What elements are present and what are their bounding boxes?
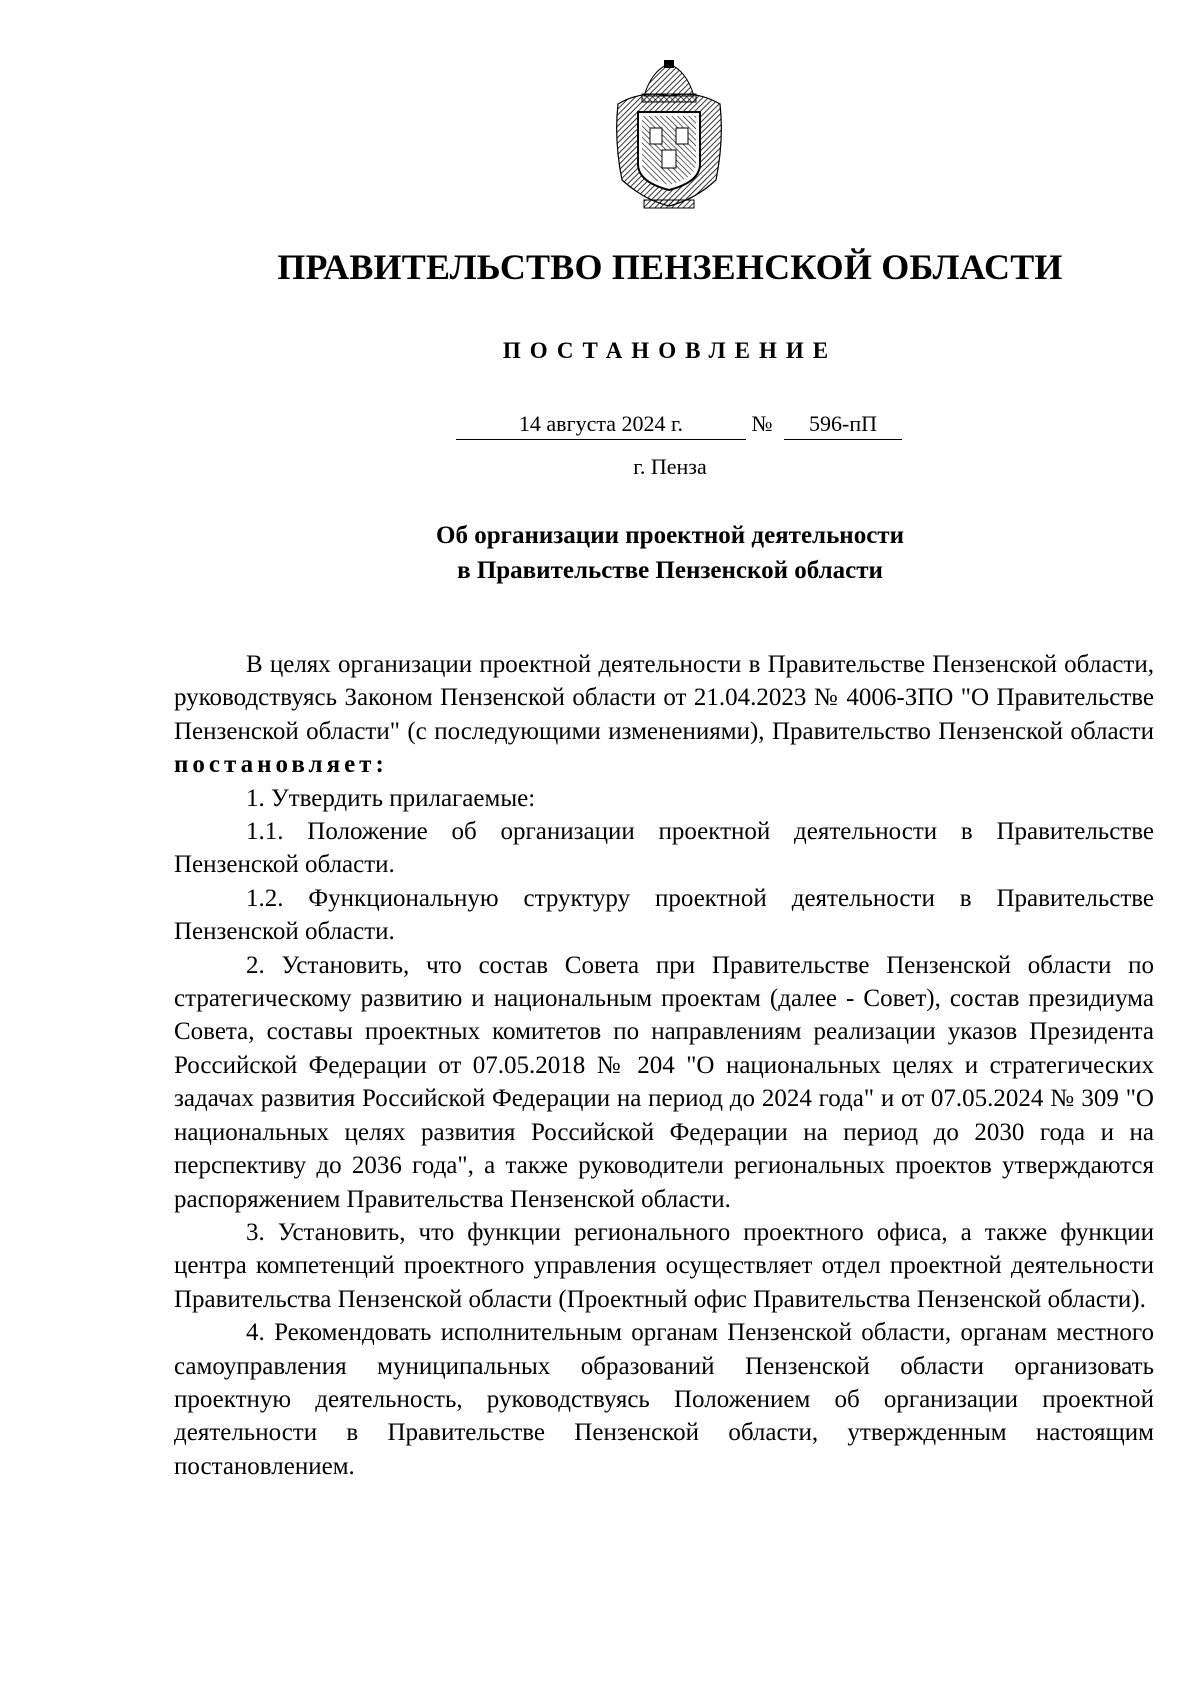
document-number: 596-пП bbox=[784, 409, 902, 440]
number-sign: № bbox=[751, 411, 773, 436]
document-subject bbox=[0, 518, 1200, 588]
document-date: 14 августа 2024 г. bbox=[456, 409, 746, 440]
government-title: ПРАВИТЕЛЬСТВО ПЕНЗЕНСКОЙ ОБЛАСТИ bbox=[277, 247, 1063, 287]
clause-1-1: 1.1. Положение об организации проектной деятельности в Правительстве Пензенской области. bbox=[174, 818, 1154, 879]
resolves-word: постановляет: bbox=[174, 751, 388, 779]
clause-1: 1. Утвердить прилагаемые: bbox=[246, 784, 536, 812]
subject-line-1: Об организации проектной деятельности bbox=[436, 522, 904, 549]
document-city: г. Пенза bbox=[633, 454, 707, 479]
clause-4: 4. Рекомендовать исполнительным органам Пензенской области, органам местного самоуправления муниципальных образований Пензенской области организовать проектную деятельность, руководствуясь Положением об организации проектной деятельности в Правительстве Пензенской области, утвержденным настоящим постановлением. bbox=[174, 1319, 1154, 1480]
document-body bbox=[174, 648, 1154, 1483]
preamble-text: В целях организации проектной деятельности в Правительстве Пензенской области, руководствуясь Законом Пензенской области от 21.04.2023 № 4006-ЗПО "О Правительстве Пензенской области" (с последующими изменениями), Правительство Пензенской области bbox=[174, 651, 1154, 745]
document-type: ПОСТАНОВЛЕНИЕ bbox=[502, 338, 838, 363]
preamble-paragraph bbox=[174, 648, 1154, 782]
clause-3: 3. Установить, что функции регионального проектного офиса, а также функции центра компетенций проектного управления осуществляет отдел проектной деятельности Правительства Пензенской области (Проектный офис Правительства Пензенской области). bbox=[174, 1218, 1154, 1313]
clause-1-2: 1.2. Функциональную структуру проектной деятельности в Правительстве Пензенской области. bbox=[174, 884, 1154, 946]
coat-of-arms-icon bbox=[604, 60, 734, 210]
clause-2: 2. Установить, что состав Совета при Правительстве Пензенской области по стратегическому развитию и национальным проектам (далее - Совет), состав президиума Совета, составы проектных комитетов по направлениям реализации указов Президента Российской Федерации от 07.05.2018 № 204 "О национальных целях и стратегических задачах развития Российской Федерации на период до 2024 года" и от 07.05.2024 № 309 "О национальных целях развития Российской Федерации на период до 2030 года и на перспективу до 2036 года", а также руководители региональных проектов утверждаются распоряжением Правительства Пензенской области. bbox=[174, 951, 1154, 1213]
subject-line-2: в Правительстве Пензенской области bbox=[457, 557, 883, 584]
